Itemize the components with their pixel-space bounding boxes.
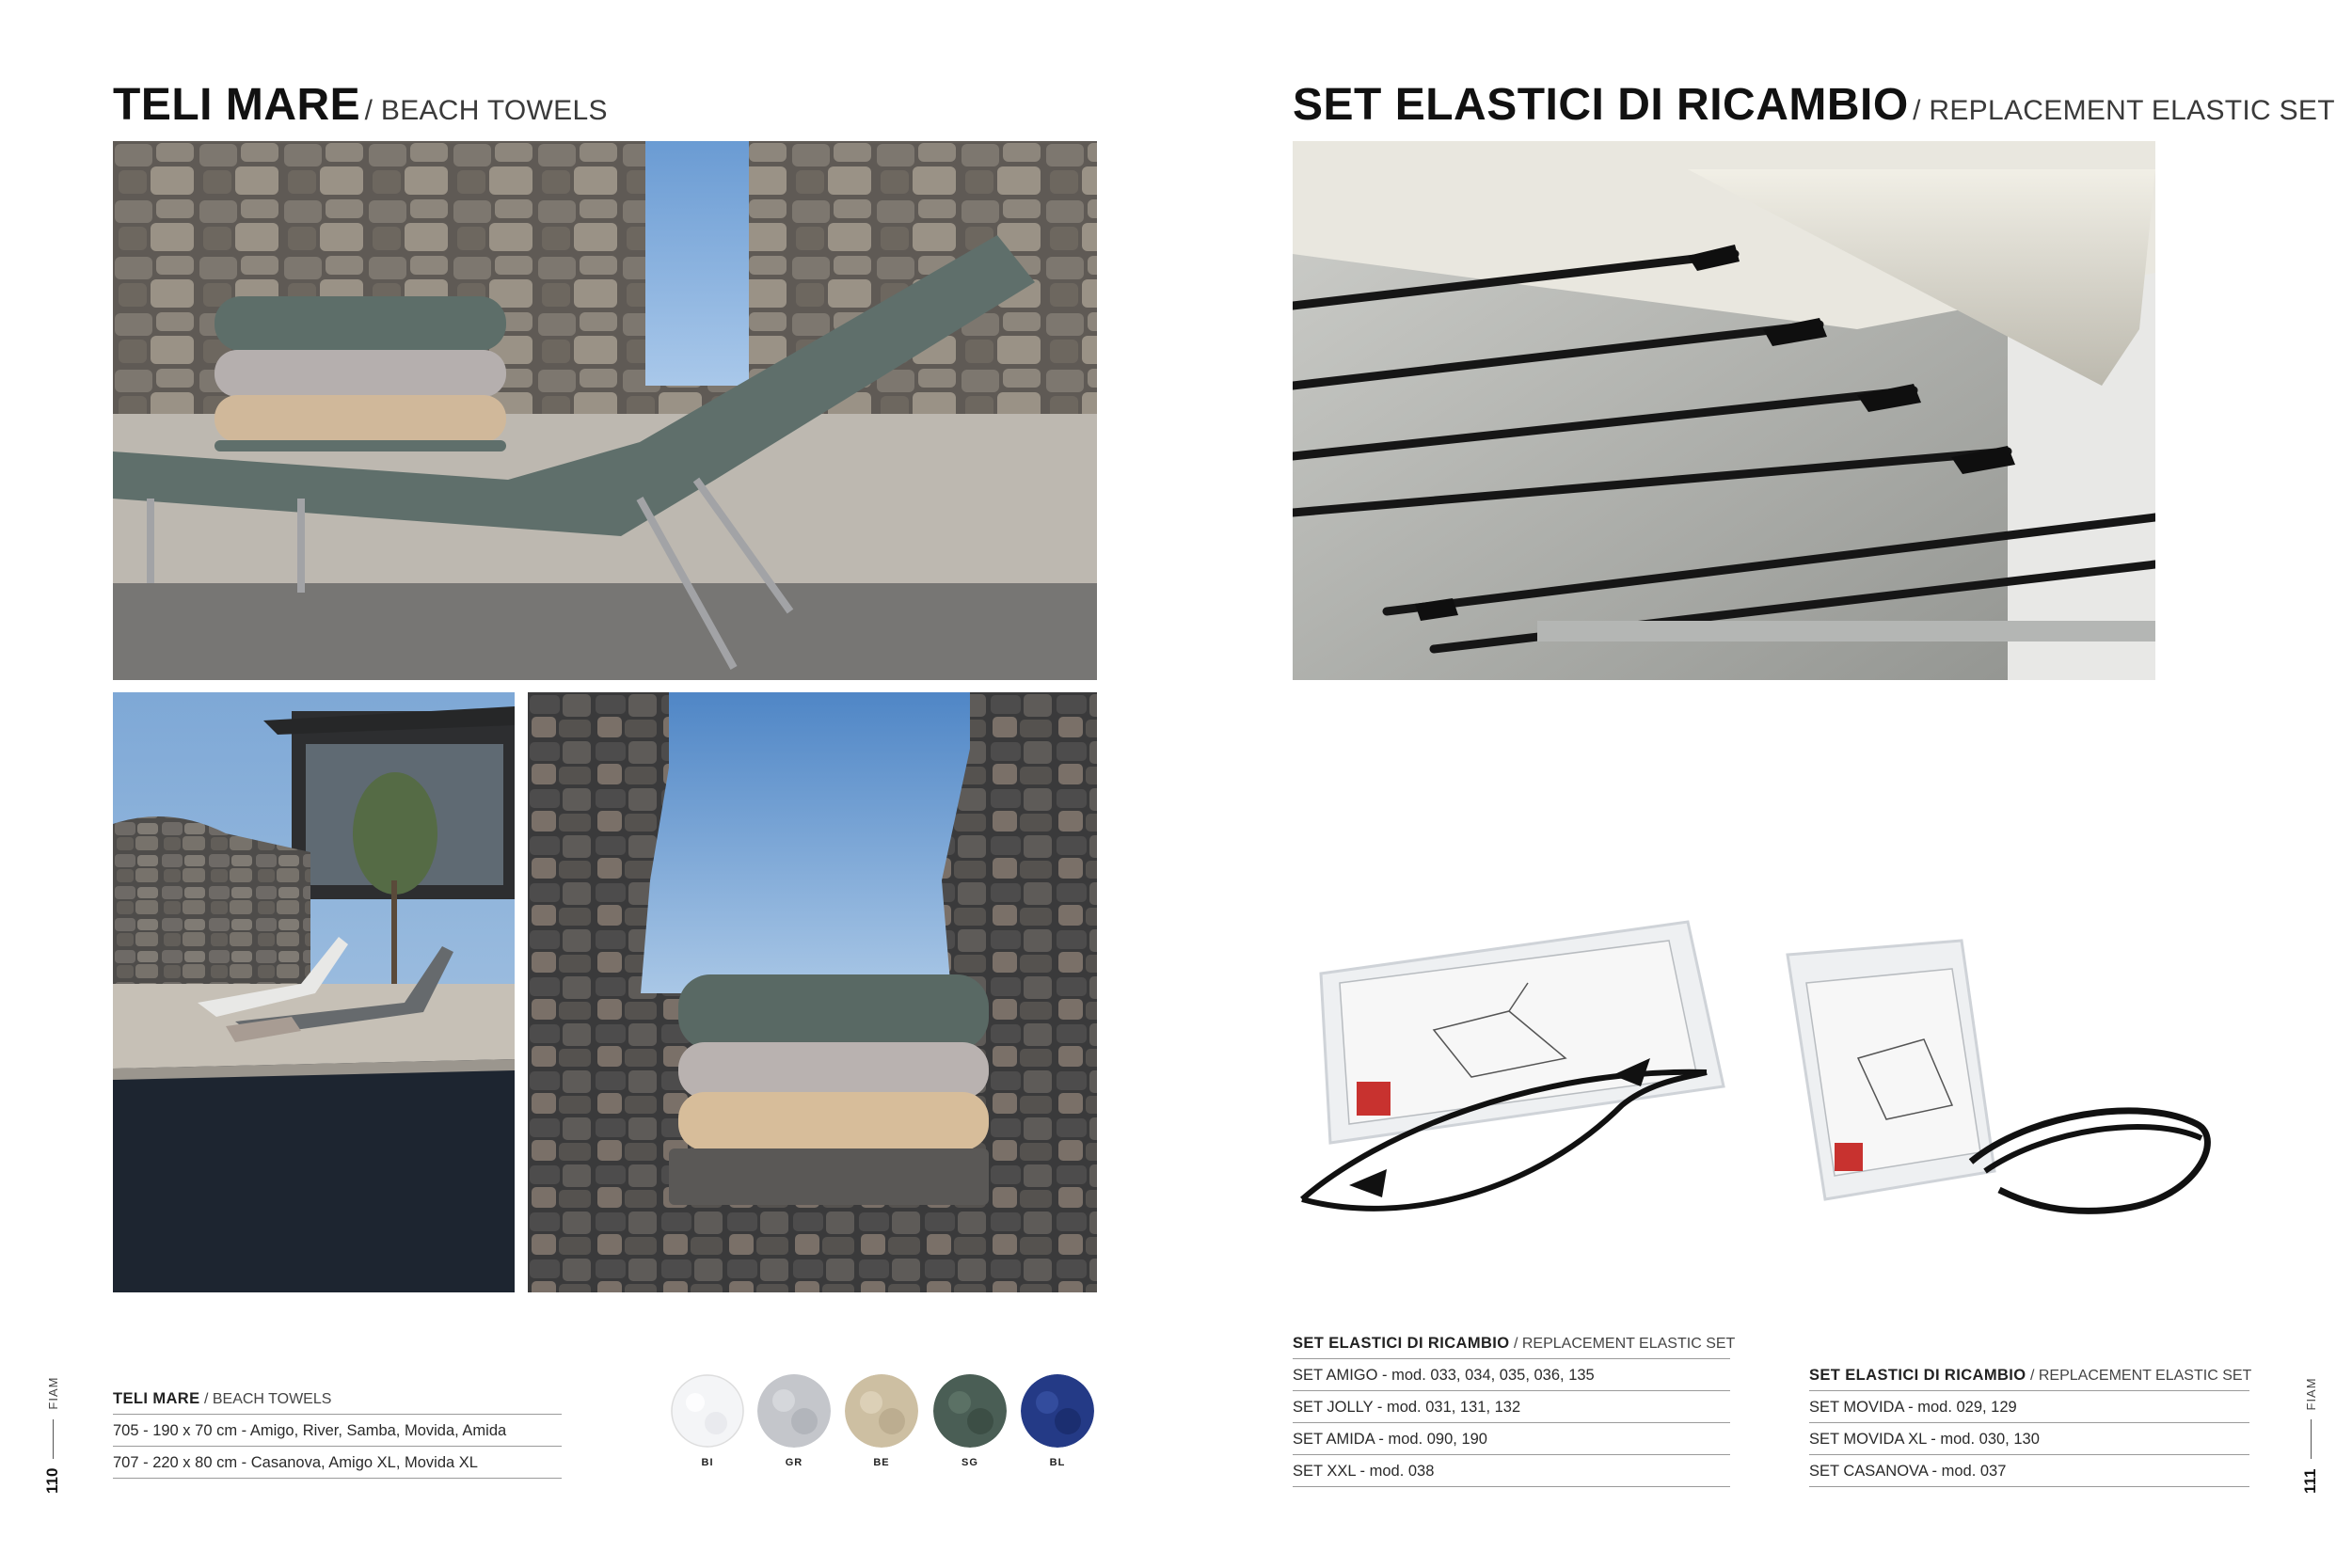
swatch-circle: [671, 1374, 744, 1448]
info-row: 705 - 190 x 70 cm - Amigo, River, Samba, Movida, Amida: [113, 1415, 562, 1447]
info-row: SET AMIDA - mod. 090, 190: [1293, 1423, 1730, 1455]
beach-towels-info-table: [113, 1390, 562, 1479]
info-row: SET XXL - mod. 038: [1293, 1455, 1730, 1487]
heading-bold: SET ELASTICI DI RICAMBIO: [1293, 80, 1909, 130]
info-title: [113, 1390, 562, 1415]
page-number: 111: [2301, 1468, 2319, 1494]
product-elastic-set-amigo: [1293, 917, 1735, 1256]
info-title-light: / REPLACEMENT ELASTIC SET: [2029, 1368, 2252, 1384]
photo-towels-in-stone-window: [528, 692, 1097, 1292]
swatch-be[interactable]: [845, 1374, 918, 1468]
info-row: SET MOVIDA XL - mod. 030, 130: [1809, 1423, 2249, 1455]
info-row: SET AMIGO - mod. 033, 034, 035, 036, 135: [1293, 1359, 1730, 1391]
swatch-bl[interactable]: [1021, 1374, 1094, 1468]
info-title-bold: SET ELASTICI DI RICAMBIO: [1809, 1367, 2026, 1384]
info-row: SET JOLLY - mod. 031, 131, 132: [1293, 1391, 1730, 1423]
info-row: SET CASANOVA - mod. 037: [1809, 1455, 2249, 1487]
swatch-bi[interactable]: [671, 1374, 744, 1468]
info-row: SET MOVIDA - mod. 029, 129: [1809, 1391, 2249, 1423]
folio-rule: [53, 1419, 54, 1459]
photo-towels-on-sunlounger: [113, 141, 1097, 680]
heading-light: / REPLACEMENT ELASTIC SET: [1913, 95, 2335, 126]
swatch-code: BI: [701, 1457, 714, 1468]
swatch-circle: [757, 1374, 831, 1448]
elastic-set-info-table-2: [1809, 1367, 2252, 1487]
photo-poolside-loungers: [113, 692, 515, 1292]
product-elastic-set-movida: [1783, 936, 2216, 1246]
right-page-folio: [2301, 1377, 2320, 1494]
elastic-set-info-table-1: [1293, 1335, 1736, 1487]
info-title-light: / REPLACEMENT ELASTIC SET: [1513, 1336, 1736, 1352]
left-page-folio: [43, 1377, 62, 1495]
info-title: [1809, 1367, 2252, 1391]
info-title-bold: SET ELASTICI DI RICAMBIO: [1293, 1335, 1510, 1352]
info-row: 707 - 220 x 80 cm - Casanova, Amigo XL, Movida XL: [113, 1447, 562, 1479]
photo-elastic-cords-closeup: [1293, 141, 2155, 680]
swatch-code: GR: [785, 1457, 803, 1468]
swatch-code: BL: [1049, 1457, 1066, 1468]
page-number: 110: [43, 1467, 61, 1494]
info-title: [1293, 1335, 1736, 1359]
heading-light: / BEACH TOWELS: [364, 95, 608, 126]
swatch-sg[interactable]: [933, 1374, 1007, 1468]
right-page-heading: [1293, 80, 2335, 130]
swatch-circle: [845, 1374, 918, 1448]
left-page-heading: [113, 80, 608, 130]
folio-rule: [2311, 1420, 2312, 1460]
swatch-gr[interactable]: [757, 1374, 831, 1468]
folio-brand: FIAM: [2303, 1377, 2318, 1411]
swatch-circle: [1021, 1374, 1094, 1448]
info-title-bold: TELI MARE: [113, 1390, 200, 1407]
swatch-circle: [933, 1374, 1007, 1448]
info-title-light: / BEACH TOWELS: [203, 1391, 332, 1407]
heading-bold: TELI MARE: [113, 80, 361, 130]
swatch-code: SG: [961, 1457, 978, 1468]
swatch-code: BE: [873, 1457, 890, 1468]
folio-brand: FIAM: [45, 1376, 60, 1410]
